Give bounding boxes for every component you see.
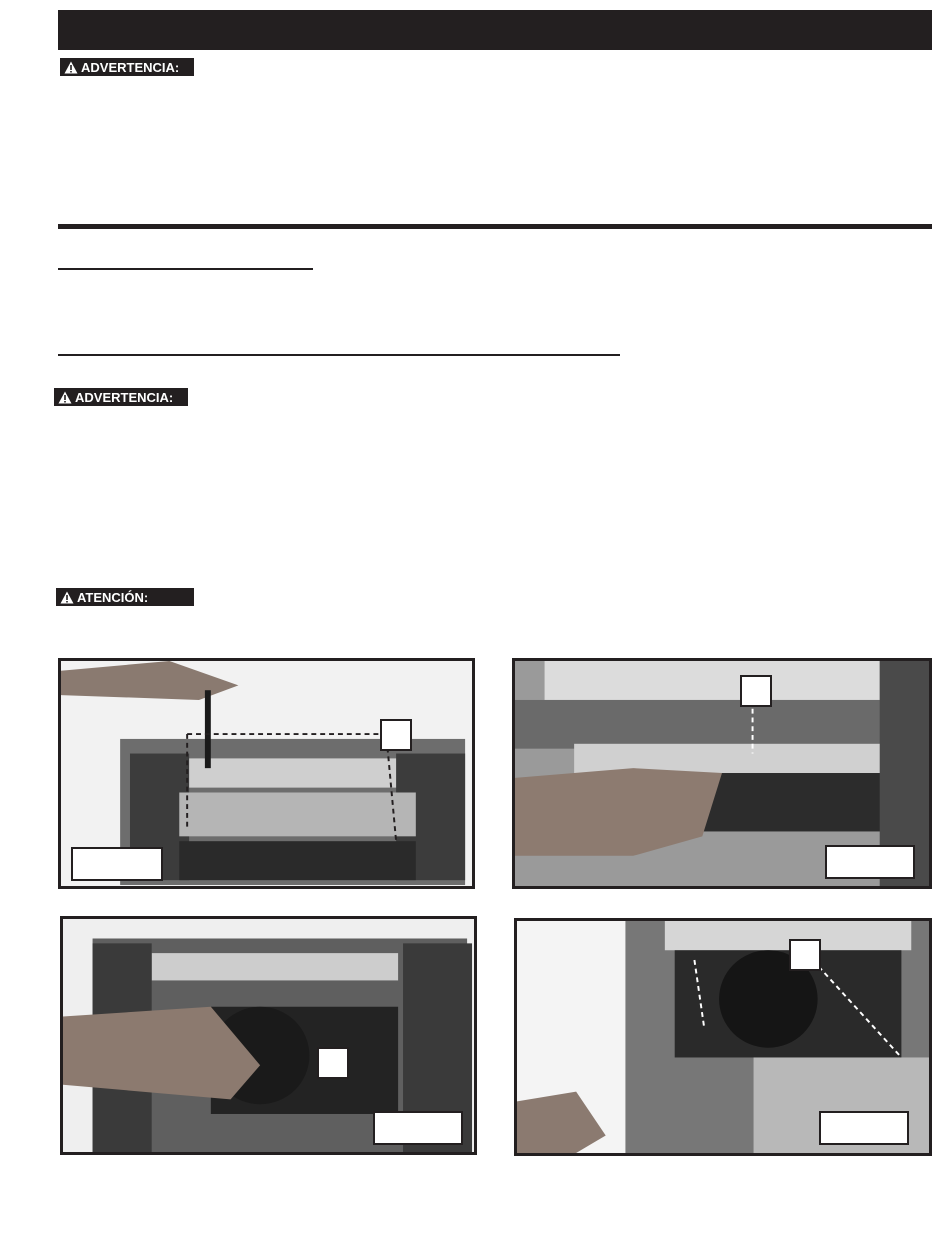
section-header-bar xyxy=(58,10,932,50)
figure-label xyxy=(71,847,163,881)
warning-badge xyxy=(60,58,194,76)
figure-photo xyxy=(514,918,932,1156)
figure-label xyxy=(819,1111,909,1145)
figure-photo xyxy=(512,658,932,889)
subheading-underline xyxy=(58,354,620,356)
figure-callout xyxy=(789,939,821,971)
subheading-underline xyxy=(58,268,313,270)
warning-triangle-icon xyxy=(64,61,78,74)
figure-callout xyxy=(380,719,412,751)
section-divider xyxy=(58,224,932,229)
warning-label: ADVERTENCIA: xyxy=(81,59,180,75)
figure-label xyxy=(373,1111,463,1145)
warning-label: ADVERTENCIA: xyxy=(75,389,174,405)
warning-triangle-icon xyxy=(60,591,74,604)
figure-callout xyxy=(740,675,772,707)
figure-photo xyxy=(58,658,475,889)
figure-callout xyxy=(317,1047,349,1079)
warning-badge xyxy=(54,388,188,406)
warning-triangle-icon xyxy=(58,391,72,404)
caution-label: ATENCIÓN: xyxy=(77,589,149,605)
caution-badge xyxy=(56,588,194,606)
figure-label xyxy=(825,845,915,879)
figure-photo xyxy=(60,916,477,1155)
